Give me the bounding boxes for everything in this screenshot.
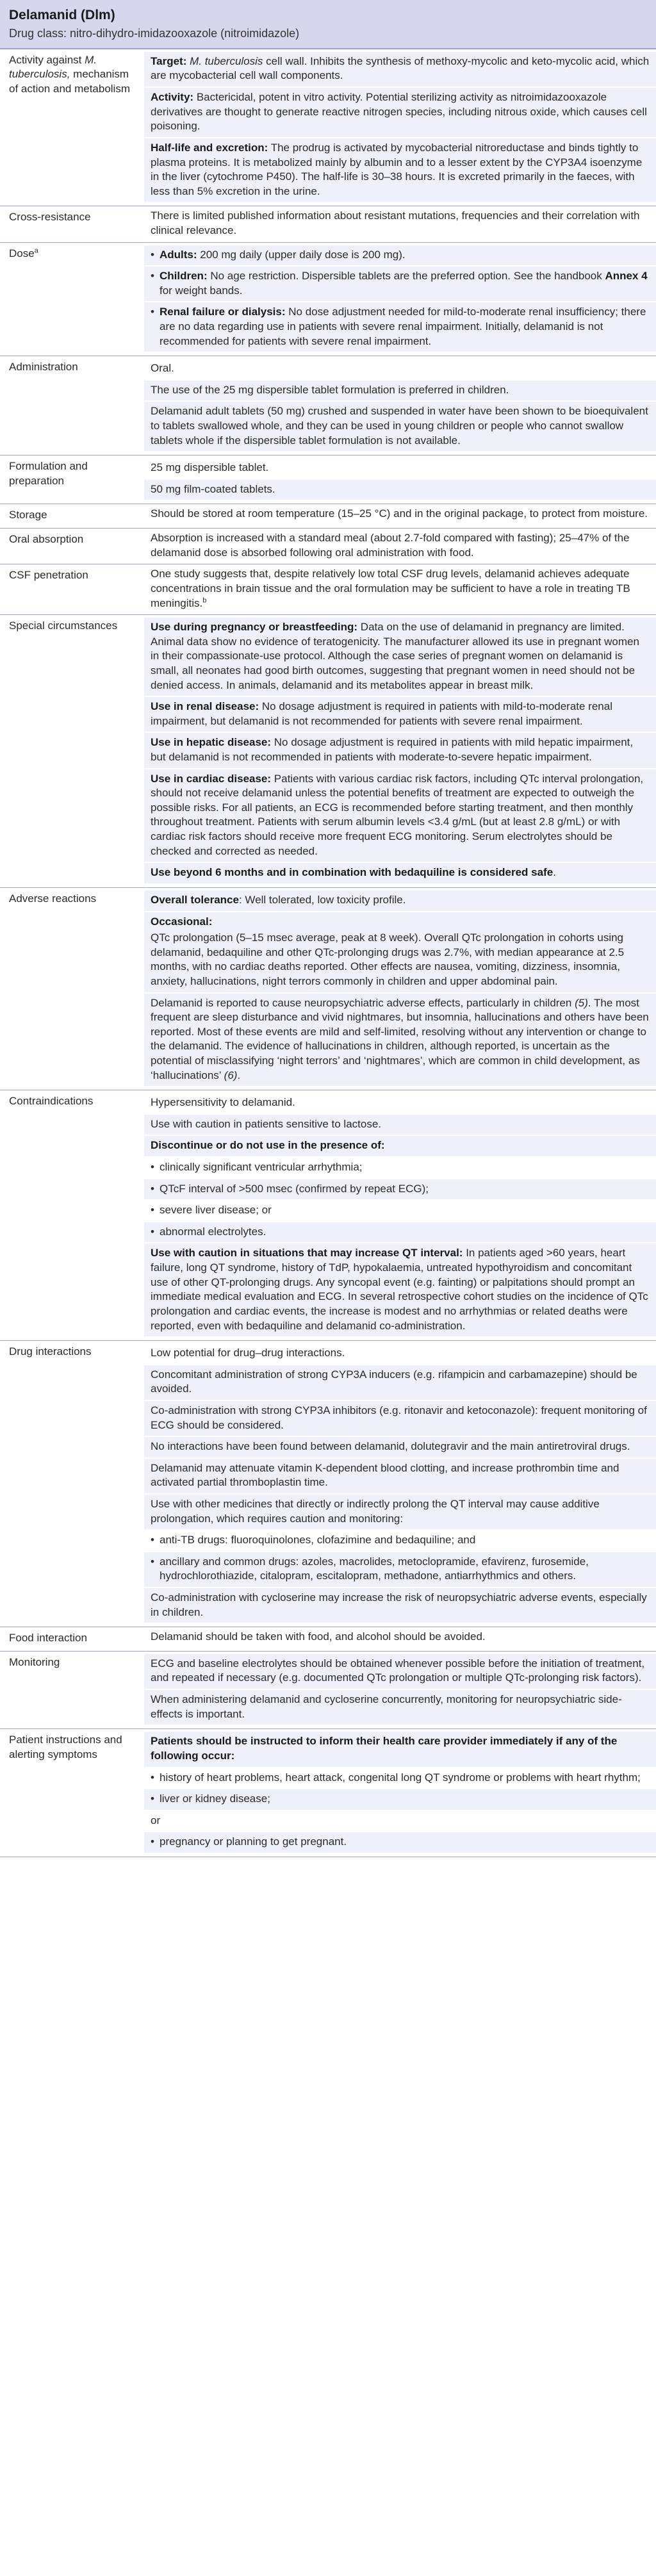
row-label: Drug interactions: [0, 1341, 144, 1627]
row-content: Hypersensitivity to delamanid. Use with caution in patients sensitive to lactose. Discontinue or do not use in the presence of: • clinically significant ventricular arrhythmia; • QTcF interval of >500 msec (confirmed by repeat ECG); • severe liver disease; or • abnormal electrolytes. Use with caution in situations that may increase QT interval: In patients aged >60 years, heart failure, long QT syndrome, history of TdP, hypokalaemia, untreated hypothyroidism and concomitant use of other QT-prolonging drugs. Any syncopal event (e.g. fainting) or palpitations should prompt an immediate medical evaluation and ECG. In several retrospective cohort studies on the incidence of QTc prolongation and cardiac events, the increase is modest and no arrhythmias or related deaths were reported, even with bedaquiline and delamanid co-administration.: [144, 1090, 656, 1341]
list-item: • abnormal electrolytes.: [151, 1225, 650, 1240]
row-adverse-reactions: [0, 887, 656, 1090]
row-content: Use during pregnancy or breastfeeding: Data on the use of delamanid in pregnancy are limited. Animal data show no evidence of teratogenicity. The manufacturer allowed its use in pregnant women in their compassionate-use protocol. Although the case series of pregnant women on delamanid is small, all neonates had good birth outcomes, suggesting that pregnant women in need should not be denied access. In animals, delamanid and its metabolites appear in breast milk. Use in renal disease: No dosage adjustment is required in patients with mild-to-moderate renal impairment, but delamanid is not recommended for patients with severe renal impairment. Use in hepatic disease: No dosage adjustment is required in patients with mild hepatic impairment, but delamanid is not recommended in patients with moderate-to-severe hepatic impairment. Use in cardiac disease: Patients with various cardiac risk factors, including QTc interval prolongation, should not receive delamanid unless the potential benefits of treatment are expected to outweigh the possible risks. For all patients, an ECG is recommended before starting treatment, and then monthly throughout treatment. Patients with serum albumin levels <3.4 g/mL (but at least 2.8 g/mL) or with cardiac risk factors should receive more frequent ECG monitoring. Serum electrolytes should be checked and corrected as needed. Use beyond 6 months and in combination with bedaquiline is considered safe.: [144, 615, 656, 888]
row-content: [144, 242, 656, 356]
list-item: • ancillary and common drugs: azoles, macrolides, metoclopramide, efavirenz, furosemide, hydrochlorothiazide, citalopram, escitalopram, methadone, antiarrhythmics and others.: [151, 1555, 650, 1584]
row-dose: [0, 242, 656, 356]
row-content: Delamanid should be taken with food, and alcohol should be avoided.: [144, 1627, 656, 1652]
row-label: Patient instructions and alerting symptoms: [0, 1729, 144, 1857]
row-content: Overall tolerance: Well tolerated, low toxicity profile. Occasional: QTc prolongation (5–15 msec average, peak at 8 week). Overall QTc prolongation in cohorts using delamanid, bedaquiline and other QTc-prolonging drugs was 2.7%, with median appearance at 2.5 months, with no cardiac deaths reported. Other effects are nausea, vomiting, dizziness, insomnia, anxiety, hallucinations, night terrors commonly in children and upper abdominal pain. Delamanid is reported to cause neuropsychiatric adverse effects, particularly in children (5). The most frequent are sleep disturbance and vivid nightmares, but insomnia, hallucinations and others have been reported. Most of these events are mild and self-limited, resolving without any intervention or change to the delamanid. The evidence of hallucinations in children, although reported, is uncertain as the potential of misclassifying ‘night terrors’ and ‘nightmares’, which are common in child development, as ‘hallucinations’ (6).: [144, 887, 656, 1090]
row-content: Absorption is increased with a standard meal (about 2.7-fold compared with fasting); 25–47% of the delamanid dose is absorbed following oral administration with food.: [144, 529, 656, 564]
list-item: • pregnancy or planning to get pregnant.: [151, 1835, 650, 1850]
row-oral-absorption: [0, 529, 656, 564]
row-label: Administration: [0, 356, 144, 455]
list-item: • Adults: 200 mg daily (upper daily dose is 200 mg).: [151, 248, 650, 263]
row-label: Oral absorption: [0, 529, 144, 564]
list-item: • clinically significant ventricular arrhythmia;: [151, 1160, 650, 1175]
row-label: Cross-resistance: [0, 206, 144, 242]
row-patient-instructions: [0, 1729, 656, 1857]
drug-class: Drug class: nitro-dihydro-imidazooxazole (nitroimidazole): [9, 26, 300, 40]
row-administration: [0, 356, 656, 455]
row-storage: [0, 504, 656, 529]
list-item: • Renal failure or dialysis: No dose adjustment needed for mild-to-moderate renal insufficiency; there are no data regarding use in patients with severe renal impairment. Initially, delamanid is not recommended for patients with severe renal impairment.: [151, 305, 650, 349]
monograph-header: [0, 0, 656, 49]
row-label: Formulation and preparation: [0, 455, 144, 504]
row-content: Low potential for drug–drug interactions. Concomitant administration of strong CYP3A inducers (e.g. rifampicin and carbamazepine) should be avoided. Co-administration with strong CYP3A inhibitors (e.g. ritonavir and ketoconazole): frequent monitoring of ECG should be considered. No interactions have been found between delamanid, dolutegravir and the main antiretroviral drugs. Delamanid may attenuate vitamin K-dependent blood clotting, and increase prothrombin time and activated partial thromboplastin time. Use with other medicines that directly or indirectly prolong the QT interval may cause additive prolongation, which requires caution and monitoring: • anti-TB drugs: fluoroquinolones, clofazimine and bedaquiline; and • ancillary and common drugs: azoles, macrolides, metoclopramide, efavirenz, furosemide, hydrochlorothiazide, citalopram, escitalopram, methadone, antiarrhythmics and others. Co-administration with cycloserine may increase the risk of neuropsychiatric adverse events, especially in children.: [144, 1341, 656, 1627]
row-label: Food interaction: [0, 1627, 144, 1652]
row-cross-resistance: [0, 206, 656, 242]
row-special-circumstances: [0, 615, 656, 888]
list-item: • history of heart problems, heart attack, congenital long QT syndrome or problems with heart rhythm;: [151, 1771, 650, 1785]
row-content: Patients should be instructed to inform their health care provider immediately if any of the following occur: • history of heart problems, heart attack, congenital long QT syndrome or problems with heart rhythm; • liver or kidney disease; or • pregnancy or planning to get pregnant.: [144, 1729, 656, 1857]
row-csf-penetration: [0, 564, 656, 615]
row-label: Storage: [0, 504, 144, 529]
row-label: Adverse reactions: [0, 887, 144, 1090]
list-item: • liver or kidney disease;: [151, 1792, 650, 1807]
row-content: One study suggests that, despite relatively low total CSF drug levels, delamanid achieves adequate concentrations in brain tissue and the oral formulation may be sufficient to have a role in treating TB meningitis.$^b$: [144, 564, 656, 615]
monograph-table: [0, 49, 656, 1857]
row-contraindications: [0, 1090, 656, 1341]
row-content: ECG and baseline electrolytes should be obtained whenever possible before the initiation of treatment, and repeated if necessary (e.g. documented QTc prolongation or multiple QTc-prolonging risk factors). When administering delamanid and cycloserine concurrently, monitoring for neuropsychiatric side-effects is important.: [144, 1651, 656, 1728]
row-food-interaction: [0, 1627, 656, 1652]
row-label: Special circumstances: [0, 615, 144, 888]
row-monitoring: [0, 1651, 656, 1728]
row-label: Dose$^a$: [0, 242, 144, 356]
row-content: Should be stored at room temperature (15–25 °C) and in the original package, to protect from moisture.: [144, 504, 656, 529]
drug-title: Delamanid (Dlm): [9, 8, 115, 22]
row-label: CSF penetration: [0, 564, 144, 615]
row-label: Contraindications: [0, 1090, 144, 1341]
row-label: Monitoring: [0, 1651, 144, 1728]
list-item: • QTcF interval of >500 msec (confirmed by repeat ECG);: [151, 1182, 650, 1197]
row-content: There is limited published information about resistant mutations, frequencies and their correlation with clinical relevance.: [144, 206, 656, 242]
list-item: • severe liver disease; or: [151, 1203, 650, 1218]
row-content: Oral. The use of the 25 mg dispersible tablet formulation is preferred in children. Delamanid adult tablets (50 mg) crushed and suspended in water have been shown to be bioequivalent to tablets swallowed whole, and they can be used in young children or people who cannot swallow tablets whole if the dispersible tablet formulation is not available.: [144, 356, 656, 455]
row-content: 25 mg dispersible tablet. 50 mg film-coated tablets.: [144, 455, 656, 504]
row-content: Target: M. tuberculosis cell wall. Inhibits the synthesis of methoxy-mycolic and keto-mycolic acid, which are mycobacterial cell wall components. Activity: Bactericidal, potent in vitro activity. Potential sterilizing activity as nitroimidazooxazole derivatives are thought to generate reactive nitrogen species, including nitrous oxide, which causes cell poisoning. Half-life and excretion: The prodrug is activated by mycobacterial nitroreductase and binds tightly to plasma proteins. It is metabolized mainly by albumin and to a lesser extent by the CYP3A4 isoenzyme in the liver (cytochrome P450). The half-life is 30–38 hours. It is excreted primarily in the faeces, with less than 5% excretion in the urine.: [144, 49, 656, 206]
row-activity: [0, 49, 656, 206]
list-item: • anti-TB drugs: fluoroquinolones, clofazimine and bedaquiline; and: [151, 1533, 650, 1548]
row-formulation: [0, 455, 656, 504]
row-label: Activity against M. tuberculosis, mechanism of action and metabolism: [0, 49, 144, 206]
row-drug-interactions: [0, 1341, 656, 1627]
list-item: • Children: No age restriction. Dispersible tablets are the preferred option. See the handbook Annex 4 for weight bands.: [151, 269, 650, 298]
